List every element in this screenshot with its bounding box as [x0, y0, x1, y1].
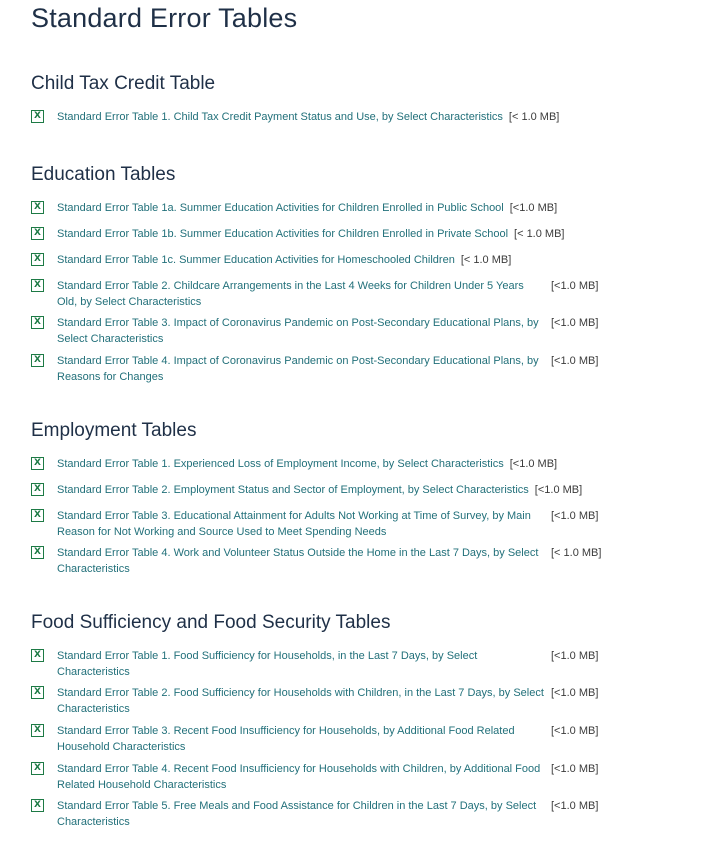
- table-download-link[interactable]: Standard Error Table 1. Experienced Loss of Employment Income, by Select Characteristics: [57, 458, 504, 470]
- file-size-label: [<1.0 MB]: [551, 800, 599, 812]
- file-size-label: [<1.0 MB]: [551, 355, 599, 367]
- excel-file-icon: X: [31, 279, 44, 292]
- table-download-link[interactable]: Standard Error Table 2. Food Sufficiency for Households with Children, in the Last 7 Days, by Select Characteristics: [57, 687, 544, 715]
- table-download-link[interactable]: Standard Error Table 1b. Summer Education Activities for Children Enrolled in Private School: [57, 228, 509, 240]
- table-download-link[interactable]: Standard Error Table 3. Recent Food Insufficiency for Households, by Additional Food Related Household Characteristics: [57, 725, 515, 753]
- excel-file-icon: X: [31, 253, 44, 266]
- excel-file-icon: X: [31, 546, 44, 559]
- section-2: [31, 163, 691, 187]
- excel-file-icon: X: [31, 483, 44, 496]
- file-size-label: [<1.0 MB]: [551, 687, 599, 699]
- section-title: Food Sufficiency and Food Security Tables: [31, 612, 391, 633]
- file-size-label: [<1.0 MB]: [551, 317, 599, 329]
- file-size-label: [<1.0 MB]: [551, 510, 599, 522]
- section-4: [31, 611, 691, 635]
- excel-file-icon: X: [31, 457, 44, 470]
- table-download-link[interactable]: Standard Error Table 1c. Summer Education Activities for Homeschooled Children: [57, 254, 455, 266]
- file-size-label: [<1.0 MB]: [534, 484, 583, 496]
- table-download-link[interactable]: Standard Error Table 1. Food Sufficiency for Households, in the Last 7 Days, by Select Characteristics: [57, 650, 478, 678]
- section-title: Employment Tables: [31, 420, 197, 441]
- table-download-link[interactable]: Standard Error Table 4. Recent Food Insufficiency for Households with Children, by Additional Food Related Household Characteristics: [57, 763, 541, 791]
- excel-file-icon: X: [31, 724, 44, 737]
- excel-file-icon: X: [31, 227, 44, 240]
- table-download-link[interactable]: Standard Error Table 3. Impact of Coronavirus Pandemic on Post-Secondary Educational Plans, by Select Characteristics: [57, 317, 539, 345]
- section-1: [31, 72, 691, 96]
- file-size-label: [< 1.0 MB]: [460, 254, 512, 266]
- table-download-link[interactable]: Standard Error Table 4. Impact of Coronavirus Pandemic on Post-Secondary Educational Plans, by Reasons for Changes: [57, 355, 539, 383]
- table-download-link[interactable]: Standard Error Table 5. Free Meals and Food Assistance for Children in the Last 7 Days, by Select Characteristics: [57, 800, 537, 828]
- file-size-label: [<1.0 MB]: [509, 458, 558, 470]
- excel-file-icon: X: [31, 686, 44, 699]
- section-title: Child Tax Credit Table: [31, 73, 216, 94]
- file-size-label: [<1.0 MB]: [551, 280, 599, 292]
- table-download-link[interactable]: Standard Error Table 1a. Summer Education Activities for Children Enrolled in Public School: [57, 202, 504, 214]
- table-download-link[interactable]: Standard Error Table 1. Child Tax Credit Payment Status and Use, by Select Characteristics: [57, 111, 503, 123]
- excel-file-icon: X: [31, 316, 44, 329]
- excel-file-icon: X: [31, 799, 44, 812]
- table-download-link[interactable]: Standard Error Table 2. Employment Status and Sector of Employment, by Select Characteristics: [57, 484, 529, 496]
- file-size-label: [<1.0 MB]: [551, 763, 599, 775]
- excel-file-icon: X: [31, 649, 44, 662]
- excel-file-icon: X: [31, 110, 44, 123]
- excel-file-icon: X: [31, 201, 44, 214]
- file-size-label: [< 1.0 MB]: [551, 547, 602, 559]
- section-3: [31, 419, 691, 443]
- excel-file-icon: X: [31, 762, 44, 775]
- table-download-link[interactable]: Standard Error Table 2. Childcare Arrangements in the Last 4 Weeks for Children Under 5 Years Old, by Select Characteristics: [57, 280, 524, 308]
- excel-file-icon: X: [31, 354, 44, 367]
- page-title: Standard Error Tables: [31, 3, 298, 33]
- excel-file-icon: X: [31, 509, 44, 522]
- file-size-label: [< 1.0 MB]: [508, 111, 560, 123]
- table-download-link[interactable]: Standard Error Table 4. Work and Volunteer Status Outside the Home in the Last 7 Days, by Select Characteristics: [57, 547, 539, 575]
- file-size-label: [<1.0 MB]: [551, 650, 599, 662]
- section-title: Education Tables: [31, 164, 176, 185]
- file-size-label: [<1.0 MB]: [509, 202, 558, 214]
- table-download-link[interactable]: Standard Error Table 3. Educational Attainment for Adults Not Working at Time of Survey, by Main Reason for Not Working and Source Used to Meet Spending Needs: [57, 510, 531, 538]
- file-size-label: [<1.0 MB]: [551, 725, 599, 737]
- file-size-label: [< 1.0 MB]: [514, 228, 565, 240]
